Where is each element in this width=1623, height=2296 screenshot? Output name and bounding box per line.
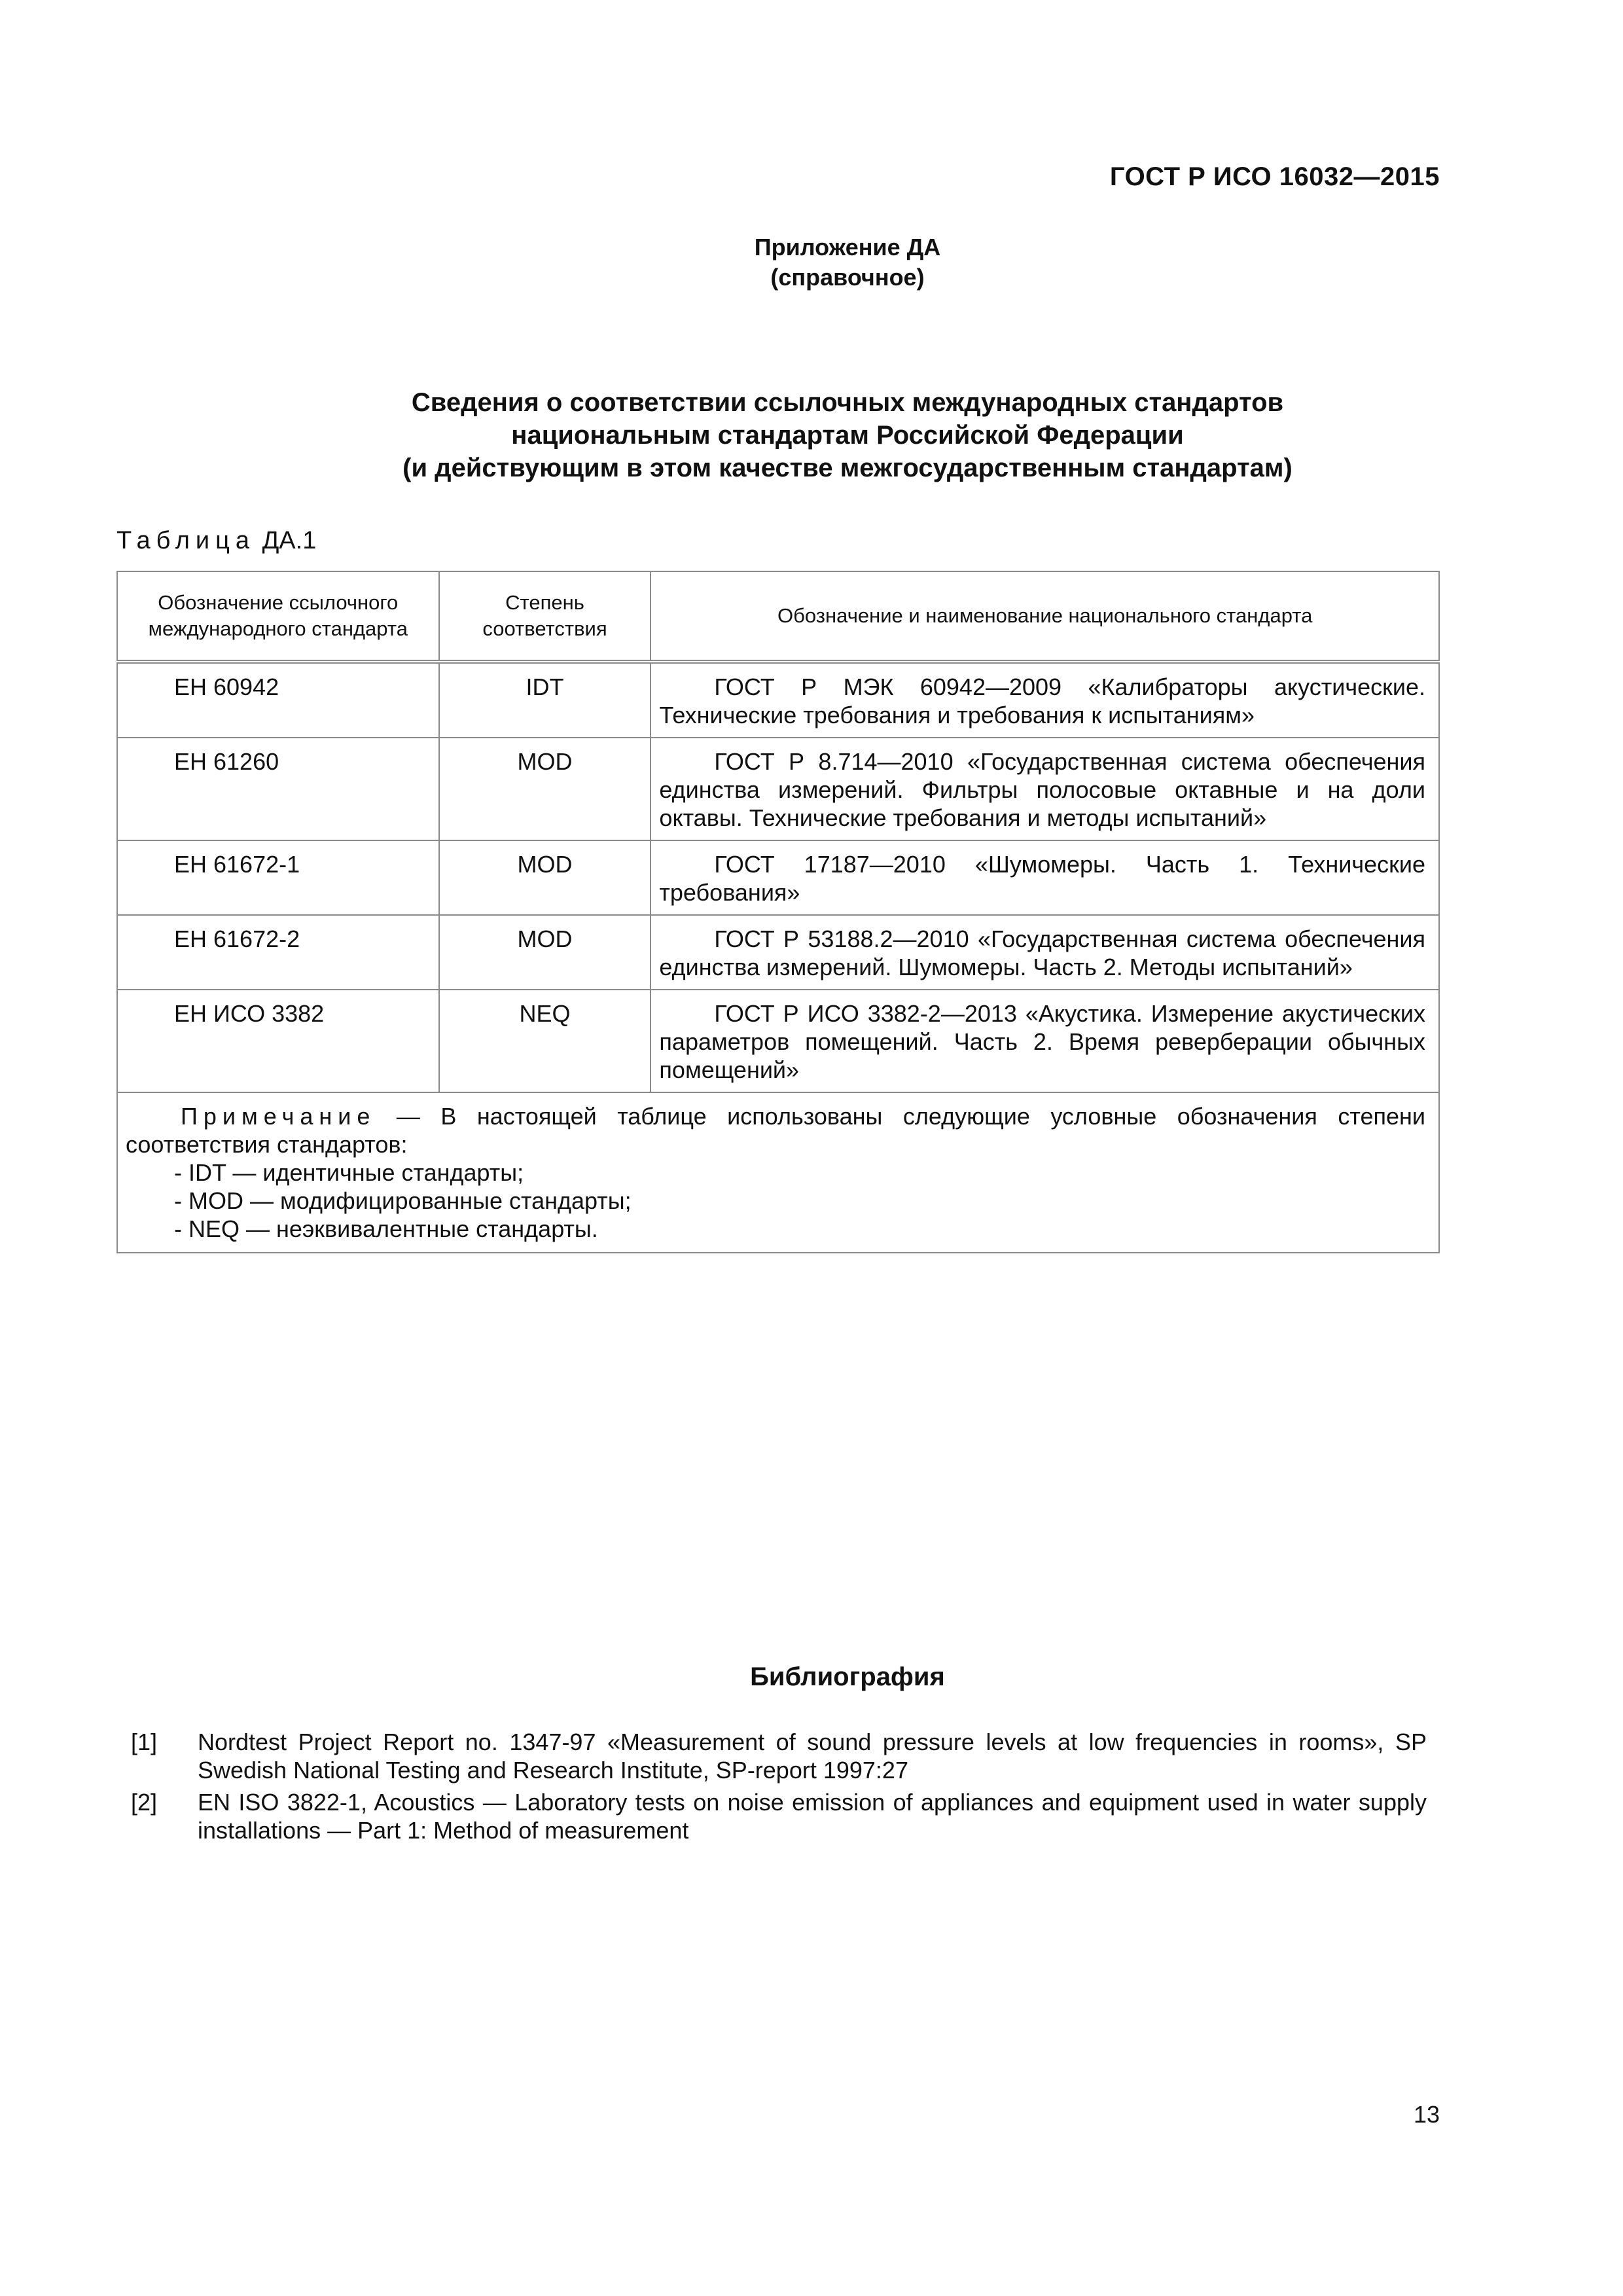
- appendix-heading: [0, 232, 1623, 293]
- note-item: - MOD — модифицированные стандарты;: [174, 1187, 632, 1214]
- table-note: [117, 1092, 1439, 1253]
- header-national-standard: Обозначение и наименование национального стандарта: [651, 571, 1439, 662]
- table-note-row: [117, 1092, 1439, 1253]
- bibliography-text: Nordtest Project Report no. 1347-97 «Measurement of sound pressure levels at low frequencies in rooms», SP Swedish National Testing and Research Institute, SP-report 1997:27: [198, 1729, 1427, 1784]
- table-row: [117, 915, 1439, 990]
- section-title-line-3: (и действующим в этом качестве межгосударственным стандартам): [402, 454, 1293, 482]
- bibliography-title: Библиография: [750, 1662, 945, 1691]
- table-row: [117, 990, 1439, 1092]
- table-header-row: [117, 571, 1439, 662]
- section-title: [0, 386, 1623, 484]
- note-head: Примечание: [181, 1103, 376, 1130]
- header-degree-line-1: Степень: [505, 591, 584, 614]
- cell-national-standard: ГОСТ 17187—2010 «Шумомеры. Часть 1. Технические требования»: [651, 840, 1439, 915]
- section-title-line-1: Сведения о соответствии ссылочных международных стандартов: [411, 388, 1284, 417]
- bibliography-item: [131, 1788, 1427, 1844]
- note-intro-text: — В настоящей таблице использованы следующие условные обозначения степени соответствия стандартов:: [126, 1103, 1425, 1158]
- table-caption-number: ДА.1: [262, 527, 317, 554]
- header-ref-line-1: Обозначение ссылочного: [158, 591, 399, 614]
- cell-degree: MOD: [439, 840, 651, 915]
- section-title-line-2: национальным стандартам Российской Федерации: [511, 421, 1184, 450]
- cell-national-standard: ГОСТ Р 53188.2—2010 «Государственная система обеспечения единства измерений. Шумомеры. Часть 2. Методы испытаний»: [651, 915, 1439, 990]
- page-number: 13: [1413, 2101, 1440, 2128]
- bibliography-number: [2]: [131, 1789, 158, 1816]
- table-caption: [116, 527, 316, 555]
- bibliography-item: [131, 1728, 1427, 1784]
- cell-ref-standard: ЕН 61672-1: [117, 840, 439, 915]
- table-row: [117, 662, 1439, 738]
- appendix-subtitle: (справочное): [770, 264, 925, 291]
- header-degree: [439, 571, 651, 662]
- bibliography-list: [131, 1728, 1427, 1848]
- document-code-header: ГОСТ Р ИСО 16032—2015: [1109, 162, 1440, 191]
- correspondence-table: [116, 571, 1440, 1253]
- header-ref-standard: [117, 571, 439, 662]
- header-degree-line-2: соответствия: [482, 617, 607, 640]
- cell-ref-standard: ЕН 60942: [117, 662, 439, 738]
- cell-degree: MOD: [439, 915, 651, 990]
- cell-national-standard: ГОСТ Р ИСО 3382-2—2013 «Акустика. Измерение акустических параметров помещений. Часть 2. Время реверберации обычных помещений»: [651, 990, 1439, 1092]
- table-row: [117, 840, 1439, 915]
- cell-degree: NEQ: [439, 990, 651, 1092]
- table-row: [117, 738, 1439, 840]
- bibliography-number: [1]: [131, 1729, 158, 1755]
- cell-ref-standard: ЕН ИСО 3382: [117, 990, 439, 1092]
- cell-degree: IDT: [439, 662, 651, 738]
- bibliography-text: EN ISO 3822-1, Acoustics — Laboratory tests on noise emission of appliances and equipment used in water supply installations — Part 1: Method of measurement: [198, 1789, 1427, 1844]
- note-item: - NEQ — неэквивалентные стандарты.: [174, 1215, 598, 1242]
- note-item: - IDT — идентичные стандарты;: [174, 1159, 524, 1186]
- cell-ref-standard: ЕН 61672-2: [117, 915, 439, 990]
- cell-national-standard: ГОСТ Р МЭК 60942—2009 «Калибраторы акустические. Технические требования и требования к испытаниям»: [651, 662, 1439, 738]
- cell-ref-standard: ЕН 61260: [117, 738, 439, 840]
- header-ref-line-2: международного стандарта: [148, 617, 408, 640]
- note-intro: [126, 1102, 1425, 1158]
- appendix-title: Приложение ДА: [754, 234, 941, 260]
- table-caption-prefix: Таблица: [116, 527, 255, 554]
- cell-degree: MOD: [439, 738, 651, 840]
- cell-national-standard: ГОСТ Р 8.714—2010 «Государственная система обеспечения единства измерений. Фильтры полосовые октавные и на доли октавы. Технические требования и методы испытаний»: [651, 738, 1439, 840]
